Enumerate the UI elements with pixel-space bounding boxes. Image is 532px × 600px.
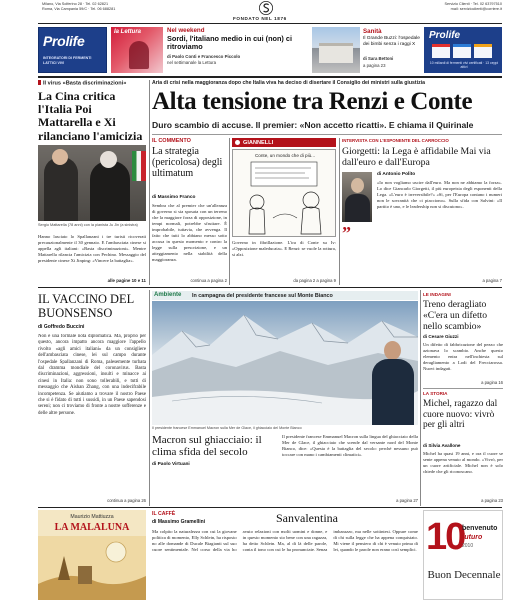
promo-sanita[interactable] — [312, 27, 420, 73]
corriere-emblem-icon — [258, 0, 274, 16]
quote-marks-icon: ” — [342, 223, 351, 243]
ambiente-caption: Il presidente francese Emmanuel Macron sulla Mer de Glace, il ghiacciaio del Monte Bianco — [152, 426, 302, 430]
interview-author: di Antonio Polito — [377, 172, 416, 177]
prolife-boxes — [432, 44, 494, 58]
sanita-kicker: Sanità — [363, 28, 382, 35]
product-box-3 — [474, 44, 492, 58]
storia-body: Michel ha quasi 19 anni, e ora il cuore se sente appena venuto al mondo. «Vivrò, per un cuore artificiale. Michel non è solo chiede che gli riconoscano. — [423, 451, 503, 474]
sanita-title: Il Grande Buzzi: l'ospedale dei bimbi senza i raggi X — [363, 36, 420, 47]
lettura-byline: di Paolo Conti e Francesco Piccolo — [167, 54, 241, 59]
lettura-brand: la Lettura — [114, 29, 142, 35]
left-story-body: Hanno lasciato lo Spallanzani i tre turisti ricoverati precauzionalmente il 30 gennaio. E l'ambasciata cinese si appella agli italiani: «Basta discriminazioni». Mentre Mattarella rilancia l'amicizia con Pechino. Messaggio del presidente cinese Xi Jinping: «Vincere la battaglia». — [38, 234, 146, 263]
commento-rule — [229, 138, 230, 285]
storia-headline[interactable]: Michel, ragazzo dal cuore nuovo: vivrò per gli altri — [423, 399, 498, 431]
buonsenso-headline[interactable]: IL VACCINO DEL BUONSENSO — [38, 292, 134, 320]
kicker-marker — [38, 80, 41, 85]
caffe-label: IL CAFFÈ — [152, 511, 176, 517]
ambiente-label: Ambiente — [154, 292, 182, 298]
masthead-logo — [258, 0, 274, 16]
lettura-cover-figure — [129, 41, 149, 69]
promo-la-lettura[interactable] — [111, 27, 309, 73]
treno-author: di Cesare Giuzzi — [423, 334, 459, 339]
photo-figure-left — [44, 157, 78, 221]
macron-figure — [368, 341, 416, 425]
prolife-right-logo: Prolife — [429, 30, 461, 41]
caffe-headline[interactable]: Sanvalentina — [276, 511, 338, 525]
treno-rule — [423, 388, 503, 389]
commento-author: di Massimo Franco — [152, 195, 196, 200]
commento-page[interactable]: continua a pagina 2 — [190, 278, 227, 283]
lettura-kicker: Nel weekend — [167, 27, 205, 34]
malaluna-title: LA MALALUNA — [54, 522, 130, 533]
lettura-title: Sordi, l'italiano medio in cui (non) ci ritroviamo — [167, 34, 292, 52]
giannelli-cartoon — [232, 149, 336, 237]
cartoon-drawing — [233, 158, 337, 238]
lower-rule — [38, 507, 502, 508]
ambiente-bar — [152, 291, 418, 300]
masthead-left — [42, 2, 115, 12]
macron-body: Il presidente francese Emmanuel Macron sulla lingua del ghiacciaio della Mer de Glace, il ghiacciaio che scende dal versante nord del Monte Bianco, dice: «Questa è la battaglia del secolo: perché nessuno può toccare con mano i cambiamenti climatici». — [282, 434, 418, 457]
masthead-address-roma: Roma, Via Campania 59/C · Tel. 06 688281 — [42, 7, 116, 11]
commento-label: IL COMMENTO — [152, 138, 191, 144]
bf-line1: benvenuto — [462, 525, 498, 532]
caffe-body: Ma colpito la naturalezza con cui la giovane politica di momento, Elly Schlein, ha risposto no alle domande di Ducale Biagianti sul suo cuore sentimentale. Nel corso della via ho avuto relazioni con molti uomini e donne, e in questo momento sto bene con una ragazza, ha detto Schlein. Ma, al di là delle parole, conta il tono con cui le ha pronunciate. Senza imbarazzo, ma nelle sottintesi. Oppure come di chi sulla legge che ha appena conquistato. Mi viene il pensiero di chi è venuto prima di lei, quando le parole non erano così semplici. — [152, 529, 418, 552]
storia-page[interactable]: a pagina 23 — [481, 498, 503, 503]
left-story-caption: Sergio Mattarella (78 anni) con la pianista Ju Jin (a sinistra) — [38, 223, 138, 227]
product-box-1 — [432, 44, 450, 58]
promo-prolife-right[interactable] — [424, 27, 502, 73]
prolife-sub: INTEGRATORI DI FERMENTI LATTICI VIVI — [43, 56, 92, 65]
sanita-page: a pagina 23 — [363, 63, 386, 68]
main-subhead-rule — [152, 134, 502, 135]
main-subhead: Duro scambio di accuse. Il premier: «Non accetto ricatti». E chiama il Quirinale — [152, 120, 474, 130]
product-box-2 — [453, 44, 471, 58]
caffe-author: di Massimo Gramellini — [152, 519, 206, 525]
malaluna-author: Maurizio Mattiuzza — [70, 514, 114, 520]
masthead-rule — [38, 23, 502, 24]
promo-prolife[interactable] — [38, 27, 107, 73]
treno-label: LE INDAGINI — [423, 292, 451, 297]
malaluna-ad[interactable] — [38, 510, 146, 600]
photo-flag — [132, 151, 146, 181]
treno-headline[interactable]: Treno deragliato «C'era un difetto nello scambio» — [423, 299, 488, 332]
buonsenso-body: Non è una formale nota diplomatica. Ma, proprio per questo, ancora impatto ancora maggiore l'appello rivolto «agli amici italiani» da un consigliere dell'ambasciata cinese, lei sul campo durante l'ospedale Spallanzani di Roma, palesemente turbata dal dramma mondiale del coronavirus. Basta discriminazioni, aggressioni, insulti e minacce ai cinesi in Italia: non sono tollerabili, e tutti di messaggio che Aishan Zhang, con una indecifrabile incompetenza. Se aiutiamo a trovare il nostro Paese che si è fidato di tutti i sussidi, in un Paese sapendosi sereni; non ci troviamo di fronte a nostre sofferenze e delle altre persone. — [38, 334, 146, 416]
macron-photo — [152, 301, 418, 425]
masthead-founded: FONDATO NEL 1876 — [233, 16, 287, 21]
interview-headline[interactable]: Giorgetti: la Lega è affidabile Mai via dall'euro e dall'Europa — [342, 146, 491, 168]
left-column-rule — [149, 80, 150, 285]
sanita-building — [319, 43, 353, 63]
masthead-service: Servizio Clienti · Tel. 02 63797510 — [444, 2, 502, 6]
mid-rule — [38, 287, 502, 288]
malaluna-cover-art — [38, 536, 146, 600]
macron-author: di Paolo Virtuani — [152, 462, 190, 467]
macron-headline[interactable]: Macron sul ghiacciaio: il clima sfida del secolo — [152, 434, 262, 459]
interview-body-shape — [345, 194, 370, 222]
storia-author: di Silvia Avallone — [423, 443, 461, 448]
giannelli-rule — [339, 138, 340, 285]
lettura-note: nel settimanale la Lettura — [167, 60, 217, 65]
prolife-right-sub: 10 miliardi di fermenti vivi certificati · 13 ceppi attivi — [429, 61, 499, 70]
top-kicker: Aria di crisi nella maggioranza dopo che Italia viva ha deciso di disertare il Consiglio dei ministri sulla giustizia — [152, 80, 425, 86]
benvenuto-futuro-ad[interactable] — [423, 510, 503, 600]
bf-line2: futuro — [462, 534, 483, 541]
giannelli-dot-icon — [235, 140, 240, 145]
interview-body: «Io non vogliamo uscire dall'euro. Ma non ne abbiamo la forza». Lo dice Giancarlo Giorgetti, il più europeista degli esponenti della Lega. «L'euro è irreversibile?» «Sì, per l'Europa contano i numeri non le sovranità che ci piacciono». Sulla sfida con Salvini: «Il partito è uno, e le leadership non si discutono». — [377, 180, 502, 209]
commento-body: Sembra che al premier che un'alleanza di governo si sia sposata con un terreno che la maggiore forza di opposizione, in tempi normali, potrebbe sfruttare. È improbabile, tuttavia, che avvenga. Il fatto che tutti lo abbiano messo sotto accusa in questo momento e contro la legge sulla prescrizione, e un atteggiamento nella stabilità della maggioranza. — [152, 203, 227, 262]
interview-page[interactable]: a pagina 7 — [482, 278, 502, 283]
photo-figure-left-head — [52, 149, 68, 165]
ambiente-text: In campagna del presidente francese sul Monte Bianco — [192, 292, 333, 299]
interview-photo — [342, 172, 372, 222]
promo-rule — [38, 76, 502, 78]
bf-number: 10 — [426, 516, 465, 558]
sanita-photo — [312, 27, 360, 73]
buonsenso-author: di Goffredo Buccini — [38, 324, 85, 330]
interview-label: INTERVISTA CON L'ESPONENTE DEL CARROCCIO — [342, 138, 449, 143]
buonsenso-page[interactable]: continua a pagina 26 — [107, 498, 146, 503]
interview-head — [351, 178, 364, 193]
giannelli-page[interactable]: da pagina 2 a pagina 9 — [293, 278, 336, 283]
lettura-cover — [111, 27, 163, 73]
prolife-logo: Prolife — [43, 33, 85, 49]
main-headline[interactable]: Alta tensione tra Renzi e Conte — [152, 88, 473, 115]
left-story-headline[interactable]: La Cina critica l'Italia Poi Mattarella e Xi rilanciano l'amicizia — [38, 89, 143, 143]
cartoon-caption: Conte, un mondo che di più... — [254, 153, 315, 158]
treno-page[interactable]: a pagina 16 — [481, 380, 503, 385]
sanita-byline: di Sara Bettoni — [363, 56, 394, 61]
giannelli-body: Governo in fibrillazione. L'ira di Conte su Iv: «Opposizione maleducata». E Renzi: se vuole la rottura, si alzi. — [232, 240, 336, 257]
storia-label: LA STORIA — [423, 391, 448, 396]
treno-body: Un difetto di fabbricazione del pezzo che azionava lo scambio. Anche questo elemento entra nell'inchiesta sul deragliamento a Lodi del Frecciarossa. Nuovi indagati. — [423, 342, 503, 371]
macron-page[interactable]: a pagina 27 — [396, 498, 418, 503]
left-story-kicker: Il virus «Basta discriminazioni» — [38, 80, 142, 87]
photo-figure-right — [90, 161, 130, 221]
photo-figure-right-head — [100, 151, 117, 168]
masthead-right — [392, 2, 502, 12]
bf-bottom: Buon Decennale — [427, 569, 501, 581]
bf-year: 2010 — [462, 543, 474, 549]
masthead-mail: mail: servizioclienti@corriere.it — [450, 7, 502, 11]
left-story-page[interactable]: alle pagine 10 e 11 — [107, 278, 146, 283]
giannelli-label: GIANNELLI — [232, 138, 336, 147]
right-column-rule — [420, 290, 421, 506]
left-story-photo — [38, 145, 146, 221]
buonsenso-rule — [149, 290, 150, 506]
masthead-address-milano: Milano, Via Solferino 28 · Tel. 02 62821 — [42, 2, 109, 6]
commento-headline[interactable]: La strategia (pericolosa) degli ultimatum — [152, 146, 223, 179]
